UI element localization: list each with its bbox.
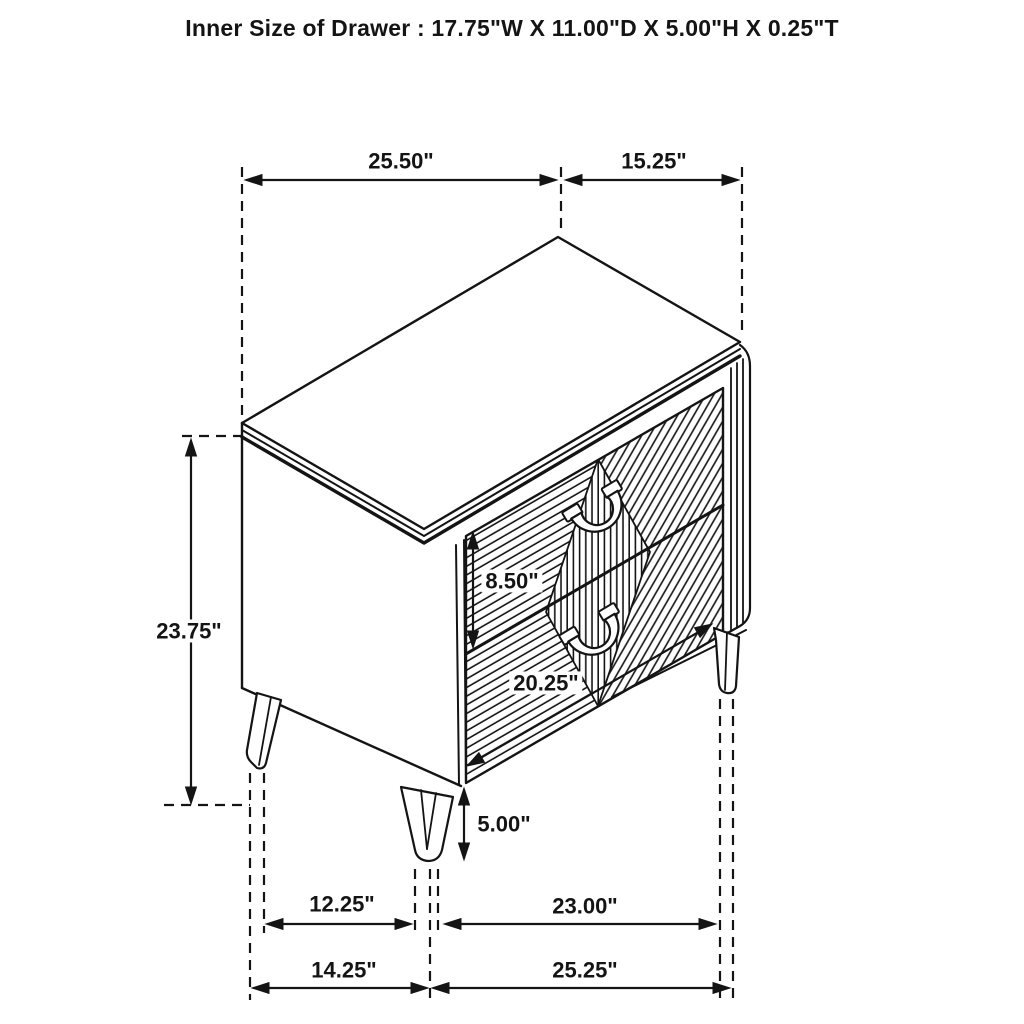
dim-leg-height	[459, 788, 470, 860]
dim-label-drawer-height: 8.50"	[481, 569, 542, 592]
page-title: Inner Size of Drawer : 17.75"W X 11.00"D X 5.00"H X 0.25"T	[185, 15, 839, 41]
nightstand	[242, 237, 750, 861]
dim-top-width	[245, 175, 557, 186]
dim-label-top-width: 25.50"	[364, 149, 437, 172]
dim-label-leg-spacing-side: 12.25"	[305, 892, 378, 915]
back-left-leg	[247, 693, 281, 768]
front-right-leg	[714, 628, 739, 693]
dim-label-base-width: 25.25"	[548, 958, 621, 981]
right-corner-strip	[724, 345, 750, 635]
dim-label-leg-spacing-front: 23.00"	[548, 894, 621, 917]
dim-label-top-depth: 15.25"	[617, 149, 690, 172]
dim-label-leg-height: 5.00"	[473, 812, 534, 835]
dim-base-depth	[252, 983, 428, 994]
dim-top-depth	[565, 175, 739, 186]
dim-leg-spacing-front	[444, 919, 716, 930]
dim-base-width	[432, 983, 730, 994]
dim-label-base-depth: 14.25"	[307, 958, 380, 981]
dim-leg-spacing-side	[266, 919, 412, 930]
dim-label-overall-height: 23.75"	[152, 619, 225, 642]
front-leg	[401, 787, 453, 861]
dim-label-drawer-width: 20.25"	[509, 671, 582, 694]
